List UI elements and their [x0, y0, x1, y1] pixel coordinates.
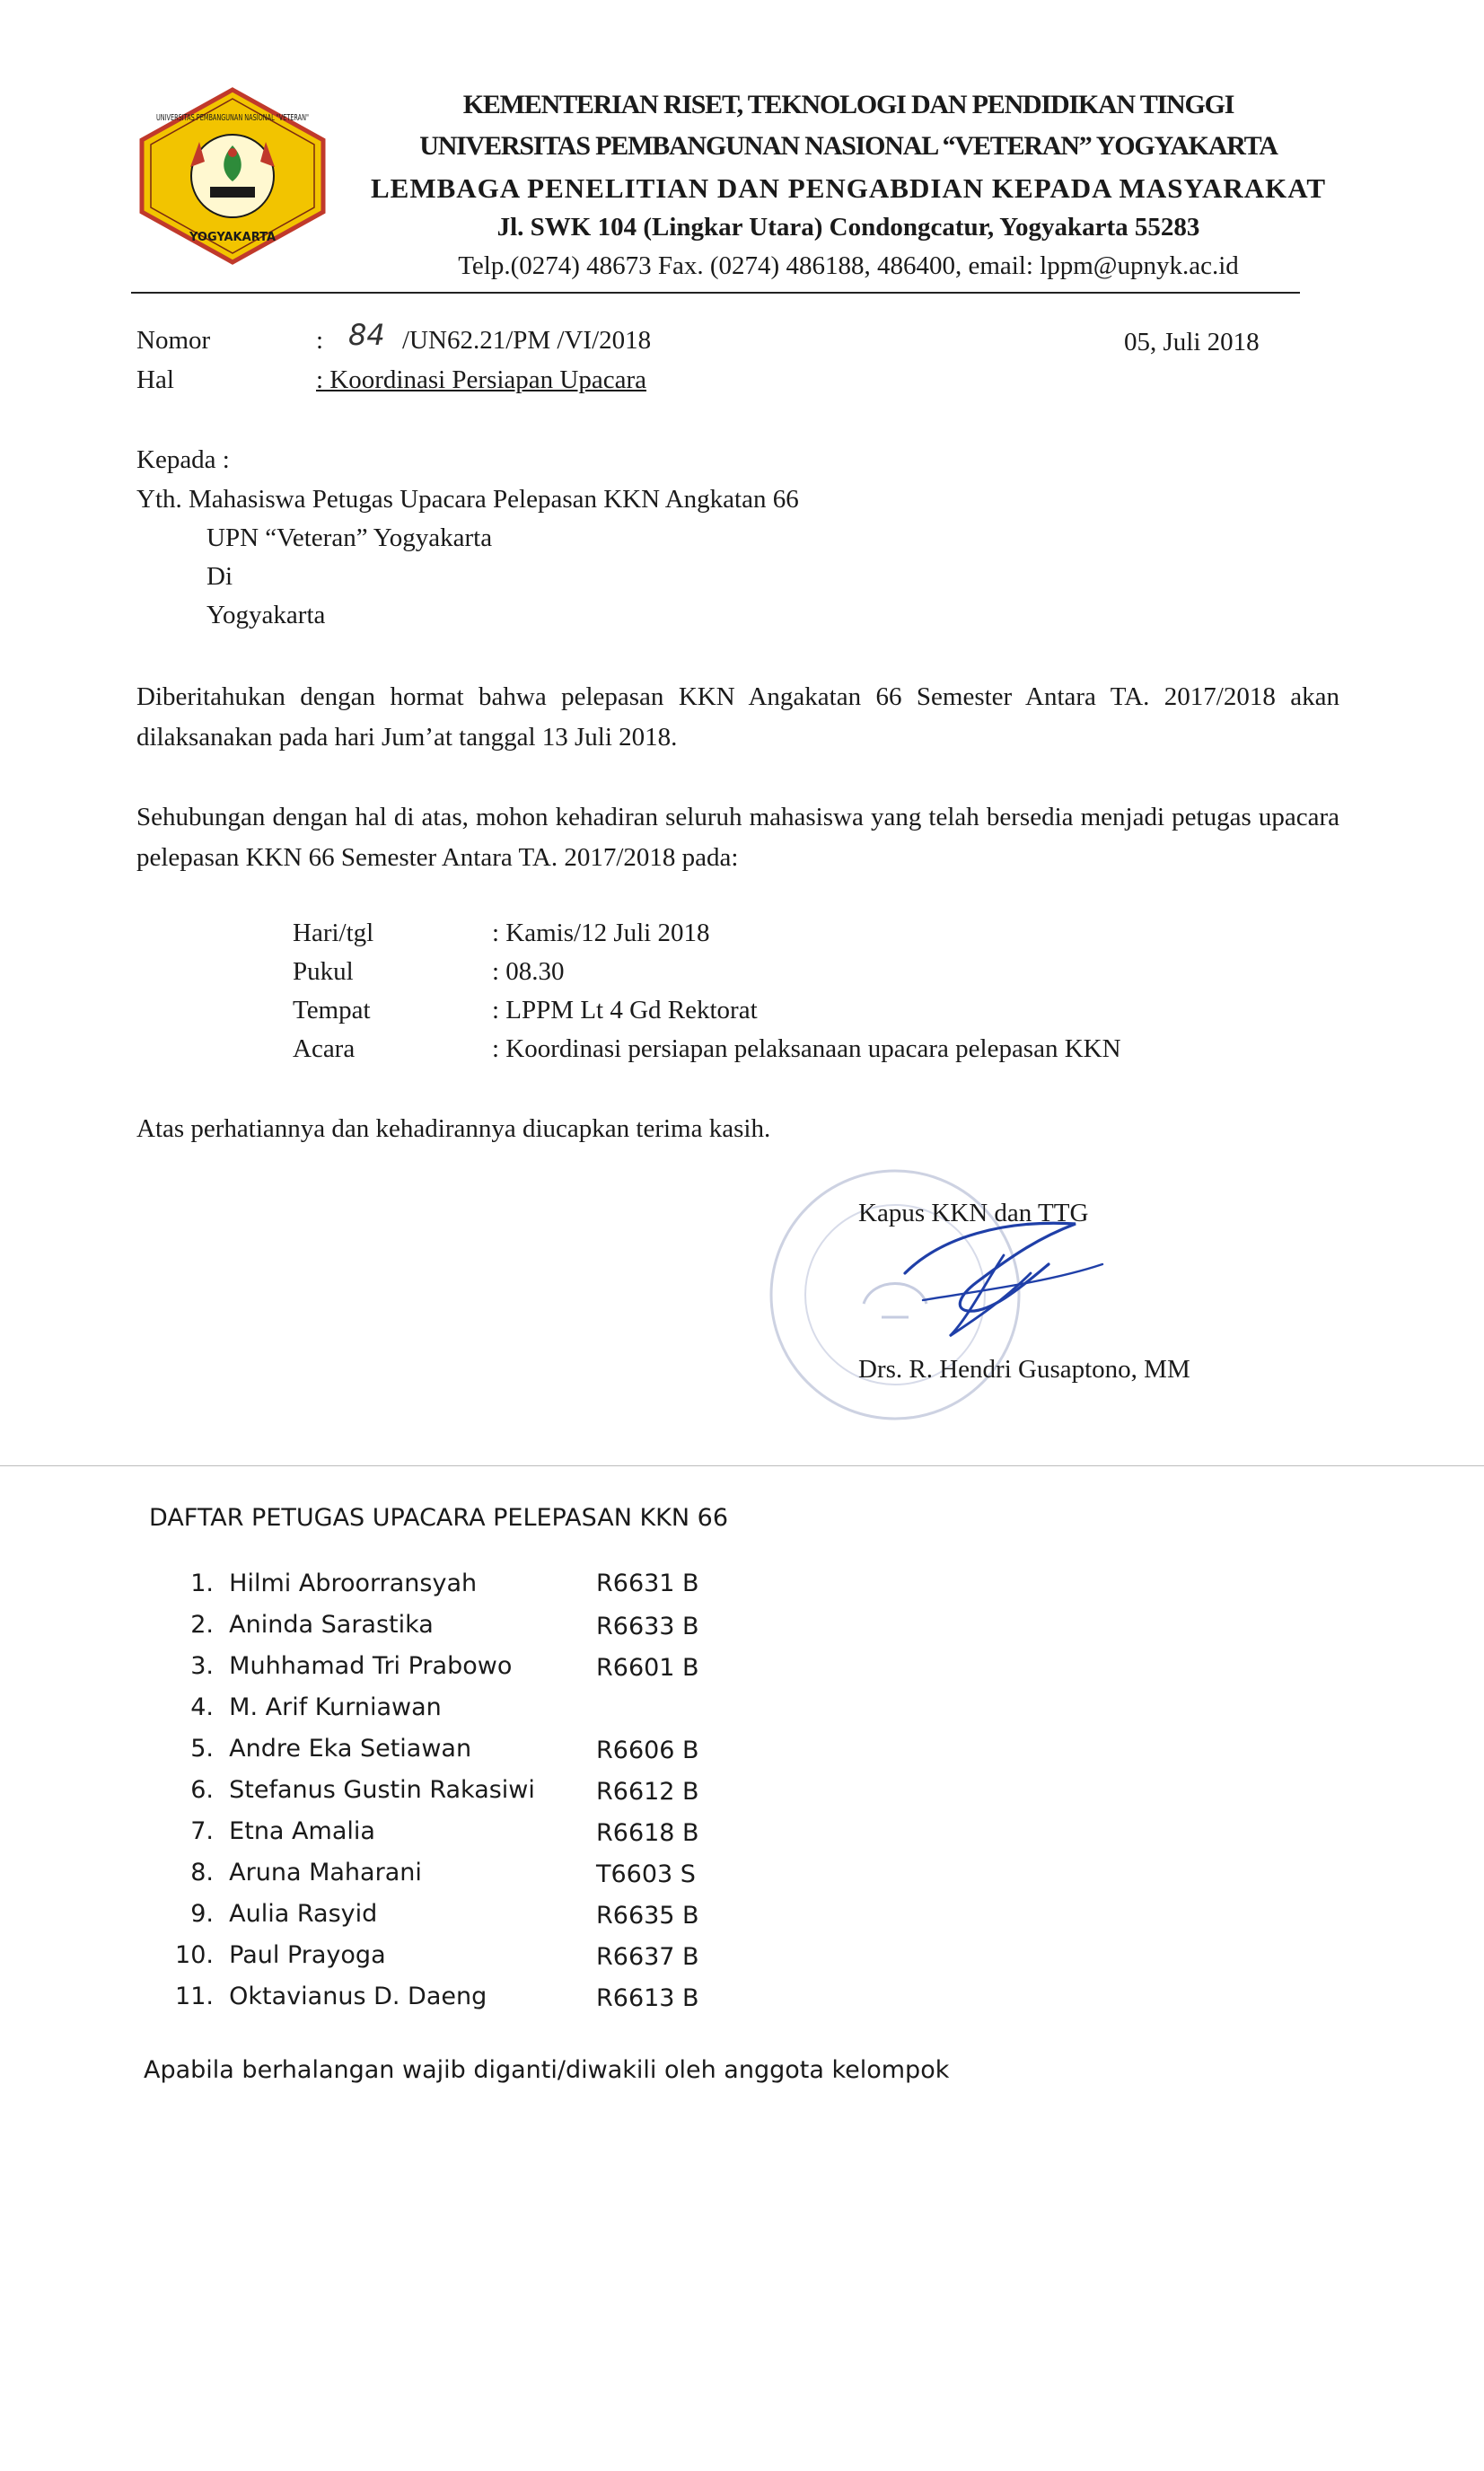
- list-item: [153, 1693, 442, 1722]
- body-paragraph-2: Sehubungan dengan hal di atas, mohon kehadiran seluruh mahasiswa yang telah bersedia menjadi petugas upacara pelepasan KKN 66 Semester Antara TA. 2017/2018 pada:: [136, 803, 1339, 872]
- list-item-name: Oktavianus D. Daeng: [229, 1983, 487, 2010]
- list-item-name: Aninda Sarastika: [229, 1611, 434, 1639]
- list-item-name: Etna Amalia: [229, 1817, 375, 1845]
- list-item-code: T6603 S: [596, 1860, 696, 1888]
- list-item-number: 9.: [190, 1900, 214, 1928]
- recipient-city: Yogyakarta: [206, 601, 326, 629]
- detail-label-acara: Acara: [293, 1034, 356, 1063]
- list-item-code: R6637 B: [596, 1943, 699, 1971]
- detail-value-tempat: : LPPM Lt 4 Gd Rektorat: [492, 996, 758, 1024]
- list-item-number: 10.: [175, 1941, 214, 1969]
- recipient-di: Di: [206, 562, 233, 591]
- recipient-org: UPN “Veteran” Yogyakarta: [206, 523, 493, 552]
- letterhead-rule: [131, 292, 1300, 294]
- list-item-number: 7.: [190, 1817, 214, 1845]
- letterhead-institute: LEMBAGA PENELITIAN DAN PENGABDIAN KEPADA MASYARAKAT: [370, 172, 1327, 204]
- list-title: DAFTAR PETUGAS UPACARA PELEPASAN KKN 66: [149, 1504, 729, 1532]
- logo-top-text: UNIVERSITAS PEMBANGUNAN NASIONAL "VETERAN": [156, 113, 309, 123]
- letterhead-address: Jl. SWK 104 (Lingkar Utara) Condongcatur, Yogyakarta 55283: [496, 213, 1200, 242]
- list-item: [153, 1900, 377, 1929]
- detail-value-hari: : Kamis/12 Juli 2018: [492, 919, 710, 947]
- list-item-number: 5.: [190, 1735, 214, 1763]
- list-item: [153, 1817, 375, 1846]
- page-divider: [0, 1465, 1484, 1466]
- list-item-name: Aruna Maharani: [229, 1859, 422, 1886]
- list-item: [153, 1570, 477, 1598]
- list-note: Apabila berhalangan wajib diganti/diwakili oleh anggota kelompok: [144, 2056, 950, 2084]
- list-item: [153, 1941, 386, 1970]
- list-item-name: Andre Eka Setiawan: [229, 1735, 472, 1763]
- nomor-value: /UN62.21/PM /VI/2018: [402, 326, 652, 355]
- nomor-label: Nomor: [136, 326, 211, 355]
- list-item-name: M. Arif Kurniawan: [229, 1693, 442, 1721]
- list-item: [153, 1776, 535, 1805]
- list-item-number: 6.: [190, 1776, 214, 1804]
- university-logo: [135, 86, 330, 266]
- list-item-number: 1.: [190, 1570, 214, 1597]
- list-item-code: R6631 B: [596, 1570, 699, 1597]
- list-item: [153, 1859, 422, 1887]
- list-item-name: Muhhamad Tri Prabowo: [229, 1652, 513, 1680]
- detail-value-pukul: : 08.30: [492, 957, 565, 986]
- detail-label-tempat: Tempat: [293, 996, 371, 1024]
- list-item: [153, 1983, 487, 2011]
- list-item-code: R6612 B: [596, 1778, 699, 1806]
- list-item-number: 2.: [190, 1611, 214, 1639]
- list-item: [153, 1652, 512, 1681]
- letterhead-university: UNIVERSITAS PEMBANGUNAN NASIONAL “VETERAN” YOGYAKARTA: [419, 131, 1278, 161]
- list-item-code: R6606 B: [596, 1737, 699, 1764]
- detail-value-acara: : Koordinasi persiapan pelaksanaan upacara pelepasan KKN: [492, 1034, 1121, 1063]
- list-item-number: 8.: [190, 1859, 214, 1886]
- list-item-name: Hilmi Abroorransyah: [229, 1570, 478, 1597]
- nomor-handwritten: 84: [348, 318, 385, 352]
- recipient-line: Yth. Mahasiswa Petugas Upacara Pelepasan KKN Angkatan 66: [136, 485, 799, 514]
- letterhead-contact: Telp.(0274) 48673 Fax. (0274) 486188, 486400, email: lppm@upnyk.ac.id: [458, 251, 1239, 280]
- list-item-number: 4.: [190, 1693, 214, 1721]
- signatory-name: Drs. R. Hendri Gusaptono, MM: [858, 1355, 1190, 1384]
- letter-date: 05, Juli 2018: [1124, 328, 1260, 356]
- list-item: [153, 1611, 434, 1640]
- list-item-code: R6613 B: [596, 1984, 699, 2012]
- list-item-number: 11.: [175, 1983, 214, 2010]
- closing-sentence: Atas perhatiannya dan kehadirannya diucapkan terima kasih.: [136, 1114, 771, 1143]
- list-item-name: Aulia Rasyid: [229, 1900, 378, 1928]
- hal-label: Hal: [136, 365, 174, 394]
- list-item-code: R6601 B: [596, 1654, 699, 1682]
- detail-label-pukul: Pukul: [293, 957, 354, 986]
- list-item-code: R6633 B: [596, 1613, 699, 1640]
- body-paragraph-1: Diberitahukan dengan hormat bahwa pelepasan KKN Angakatan 66 Semester Antara TA. 2017/2018 akan dilaksanakan pada hari Jum’at tanggal 13 Juli 2018.: [136, 682, 1339, 752]
- kepada-label: Kepada :: [136, 445, 230, 474]
- list-item: [153, 1735, 471, 1763]
- letterhead-ministry: KEMENTERIAN RISET, TEKNOLOGI DAN PENDIDIKAN TINGGI: [462, 90, 1234, 119]
- list-item-name: Stefanus Gustin Rakasiwi: [229, 1776, 535, 1804]
- nomor-colon: :: [316, 326, 324, 355]
- list-item-name: Paul Prayoga: [229, 1941, 386, 1969]
- hal-value: : Koordinasi Persiapan Upacara: [316, 365, 647, 394]
- detail-label-hari: Hari/tgl: [293, 919, 374, 947]
- list-item-code: R6618 B: [596, 1819, 699, 1847]
- list-item-code: R6635 B: [596, 1902, 699, 1930]
- signature-title: Kapus KKN dan TTG: [858, 1199, 1089, 1227]
- logo-bottom-text: YOGYAKARTA: [189, 231, 277, 244]
- list-item-number: 3.: [190, 1652, 214, 1680]
